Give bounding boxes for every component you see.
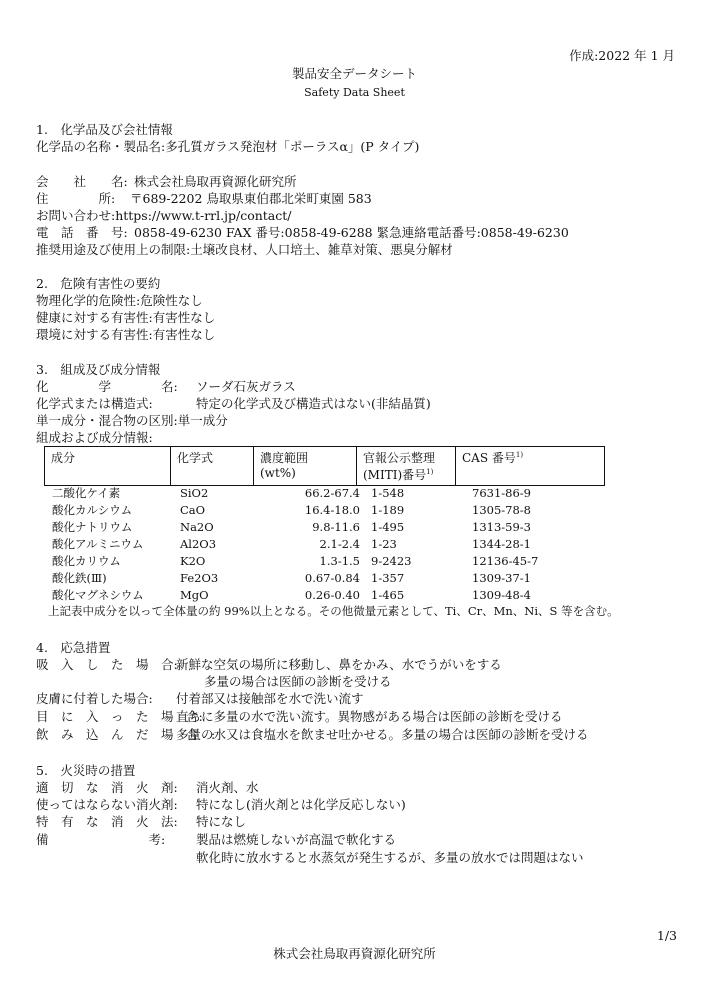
- recommended-usage: 推奨用途及び使用上の制限:土壌改良材、人口培土、雑草対策、悪臭分解材: [36, 242, 453, 257]
- skin-label: 皮膚に付着した場合:: [36, 691, 153, 706]
- composition-note: 上記表中成分を以って全体量の約 99%以上となる。その他微量元素として、Ti、Cr、Mn、Ni、S 等を含む。: [48, 604, 619, 618]
- section-3-heading: 3. 組成及び成分情報: [36, 362, 161, 377]
- header-concentration: 濃度範囲 (wt%): [254, 447, 357, 486]
- row-miti: 9-2423: [371, 554, 412, 568]
- hazard-health: 健康に対する有害性:有害性なし: [36, 310, 216, 325]
- row-component: 二酸化ケイ素: [52, 486, 121, 500]
- section-5-heading: 5. 火災時の措置: [36, 763, 136, 778]
- row-component: 酸化マグネシウム: [52, 588, 144, 602]
- remarks-label: 備 考:: [36, 832, 166, 847]
- footer-company: 株式会社鳥取再資源化研究所: [273, 946, 436, 961]
- hazard-physical: 物理化学的危険性:危険性なし: [36, 293, 203, 308]
- inhaled-label: 吸 入 し た 場 合:: [36, 657, 178, 672]
- address: 〒689-2202 鳥取県東伯郡北栄町東園 583: [130, 191, 372, 206]
- row-concentration: 0.26-0.40: [304, 588, 360, 602]
- skin-action: 付着部又は接触部を水で洗い流す: [176, 691, 364, 706]
- composition-label: 組成および成分情報:: [36, 430, 153, 445]
- swallow-action: 多量の水又は食塩水を飲ませ吐かせる。多量の場合は医師の診断を受ける: [176, 727, 589, 742]
- row-concentration: 1.3-1.5: [319, 554, 360, 568]
- header-formula: 化学式: [171, 447, 254, 486]
- extinguisher-label: 適 切 な 消 火 剤:: [36, 780, 178, 795]
- row-cas: 1305-78-8: [472, 503, 531, 517]
- swallow-label: 飲 み 込 ん だ 場 合 :: [36, 727, 216, 742]
- special-method-value: 特になし: [196, 814, 247, 829]
- eye-label: 目 に 入 っ た 場 合:: [36, 709, 203, 724]
- chemical-name-label: 化 学 名:: [36, 379, 178, 394]
- extinguisher-value: 消火剤、水: [196, 780, 259, 795]
- composition-table-header: [45, 447, 605, 486]
- section-1-heading: 1. 化学品及び会社情報: [36, 122, 173, 137]
- product-name: 化学品の名称・製品名:多孔質ガラス発泡材「ポーラスα」(P タイプ): [36, 139, 420, 154]
- row-formula: Fe2O3: [180, 571, 219, 585]
- row-cas: 12136-45-7: [472, 554, 539, 568]
- creation-date: 作成:2022 年 1 月: [569, 48, 675, 63]
- remarks-1: 製品は燃焼しないが高温で軟化する: [196, 832, 397, 847]
- row-cas: 1309-37-1: [472, 571, 531, 585]
- row-cas: 1344-28-1: [472, 537, 531, 551]
- section-4-heading: 4. 応急措置: [36, 640, 111, 655]
- row-miti: 1-23: [371, 537, 397, 551]
- row-component: 酸化ナトリウム: [52, 520, 133, 534]
- phone-label: 電 話 番 号:: [36, 225, 128, 240]
- row-cas: 1309-48-4: [472, 588, 531, 602]
- remarks-2: 軟化時に放水すると水蒸気が発生するが、多量の放水では問題はない: [196, 850, 584, 865]
- row-component: 酸化アルミニウム: [52, 537, 144, 551]
- row-component: 酸化鉄(Ⅲ): [52, 571, 107, 585]
- row-cas: 1313-59-3: [472, 520, 531, 534]
- composition-table: [44, 446, 605, 486]
- row-formula: CaO: [180, 503, 206, 517]
- title-japanese: 製品安全データシート: [291, 66, 417, 81]
- formula-value: 特定の化学式及び構造式はない(非結晶質): [196, 396, 431, 411]
- row-formula: K2O: [180, 554, 206, 568]
- section-2-heading: 2. 危険有害性の要約: [36, 276, 161, 291]
- company-name: 株式会社鳥取再資源化研究所: [134, 174, 297, 189]
- company-label: 会 社 名:: [36, 174, 128, 189]
- row-concentration: 2.1-2.4: [319, 537, 360, 551]
- chemical-name: ソーダ石灰ガラス: [196, 379, 296, 394]
- contact-url: お問い合わせ:https://www.t-rrl.jp/contact/: [36, 208, 292, 223]
- row-concentration: 0.67-0.84: [304, 571, 360, 585]
- header-cas: CAS 番号$^{1)}$: [456, 447, 605, 486]
- row-formula: Na2O: [180, 520, 214, 534]
- row-cas: 7631-86-9: [472, 486, 531, 500]
- row-miti: 1-357: [371, 571, 405, 585]
- single-component: 単一成分・混合物の区別:単一成分: [36, 413, 228, 428]
- row-concentration: 9.8-11.6: [312, 520, 360, 534]
- row-miti: 1-189: [371, 503, 405, 517]
- formula-label: 化学式または構造式:: [36, 396, 153, 411]
- prohibited-extinguisher-label: 使ってはならない消火剤:: [36, 797, 178, 812]
- phone-numbers: 0858-49-6230 FAX 番号:0858-49-6288 緊急連絡電話番号:0858-49-6230: [134, 225, 569, 240]
- row-miti: 1-548: [371, 486, 405, 500]
- row-concentration: 16.4-18.0: [304, 503, 360, 517]
- address-label: 住 所:: [36, 191, 116, 206]
- row-component: 酸化カルシウム: [52, 503, 133, 517]
- eye-action: 直ちに多量の水で洗い流す。異物感がある場合は医師の診断を受ける: [176, 709, 563, 724]
- header-miti: 官報公示整理 (MITI)番号$^{1)}$: [357, 447, 456, 486]
- row-miti: 1-465: [371, 588, 405, 602]
- row-component: 酸化カリウム: [52, 554, 121, 568]
- special-method-label: 特 有 な 消 火 法:: [36, 814, 178, 829]
- row-concentration: 66.2-67.4: [304, 486, 360, 500]
- inhaled-action-2: 多量の場合は医師の診断を受ける: [204, 674, 392, 689]
- inhaled-action: 新鮮な空気の場所に移動し、鼻をかみ、水でうがいをする: [176, 657, 502, 672]
- row-formula: Al2O3: [180, 537, 217, 551]
- header-component: 成分: [45, 447, 171, 486]
- page-number: 1/3: [656, 928, 677, 943]
- row-miti: 1-495: [371, 520, 405, 534]
- row-formula: SiO2: [180, 486, 209, 500]
- hazard-environment: 環境に対する有害性:有害性なし: [36, 327, 216, 342]
- title-english: Safety Data Sheet: [304, 86, 405, 99]
- prohibited-extinguisher-value: 特になし(消火剤とは化学反応しない): [196, 797, 406, 812]
- row-formula: MgO: [180, 588, 209, 602]
